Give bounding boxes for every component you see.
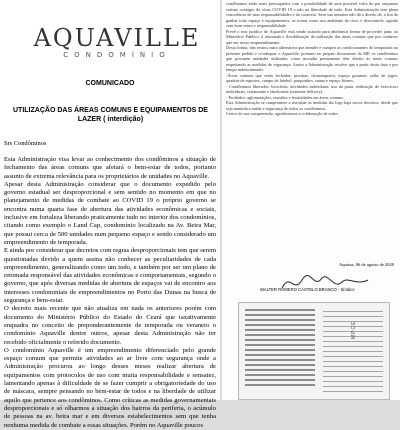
document-title: UTILIZAÇÃO DAS ÁREAS COMUNS E EQUIPAMENTOS DE LAZER ( interdição) <box>13 107 208 123</box>
condominium-logo <box>22 26 212 59</box>
prohibited-item: - Proibidos: aglomerações, reuniões e festividades em áreas comuns. <box>226 94 344 100</box>
paragraph: condôminos estão mais preocupados com a possibilidade de uma possível volta do por enquanto extinto contágio do vírus COVID 19 e não na liberdade de tudo. Esta Administração tem plena consciência de suas responsabilidades e do contexto. Sem sua sensatez não dá o direito de, a fim de ganhar todo espaço e equipamentos, se tornar como um ambiente de risco e descontrole, agindo com bom senso e responsabilidade. <box>226 1 398 28</box>
attachment-text-lines <box>245 309 315 391</box>
allowed-activities-item: - Condôminos liberados: bicicletas, atividades individuais, uso da praia, realização de exercícios individuais, restaurante e lanchonete (somente delivery). <box>226 83 398 94</box>
attachment-stamp: MPCE <box>351 320 357 339</box>
comunicado-heading: COMUNICADO <box>85 80 135 87</box>
salutation: Srs Condôminos <box>4 140 47 147</box>
paragraph: O decreto mais recente que não atualiza em nada os anteriores porém com documento do Ministério Público do Estado do Ceará que taxativamente enquadra no conceito de preponderantemente de temporada ou veraneio o condomínio Aquaville dentre outros, apesar desta Administração não ter recebido oficialmente o referido documento. <box>4 305 216 346</box>
paragraph: Esta Administração se compromete a reavaliar as medidas tão logo haja novos decretos, desde que seja mantida a saúde e segurança de todos os condôminos. <box>226 100 398 111</box>
closed-areas-item: -Áreas comuns que serão fechadas: piscinas, churrasqueira, espaço gourmet, salão de jogos, quadras de esportes, campo de futebol, parquinhos, sauna e espaço fitness. <box>226 72 398 83</box>
paragraph: O condomínio Aquaville é um empreendimento diferenciado pelo grande espaço comum que permite atividades ao ar livre com segurança onde a Administração procurou ao longo desses meses realizar abertura de equipamentos com protocolos de uso com muita responsabilidade e sensatez, lamentando apenas à dificuldade de se fazer cumprir a obrigatoriedade do uso de máscara, sempre pensando no bem-estar de todos e na liberdade de utilizar aquilo que pertence aos condôminos. Como críticas as medidas governamentais desproporcionais e só olharmos a situação dos bairros da periferia, o acúmulo de pessoas na av. beira mar e em diversos estabelecimentos sem que tenha nenhuma medida de combate a essas situações. Porém no Aquaville poucos <box>4 346 216 429</box>
logo-subtitle: CONDOMÍNIO <box>63 51 171 59</box>
paragraph: Esta Administração visa levar ao conhecimento dos condôminos a situação de fechamento das áreas comuns que afetará o bem-estar de todos, portanto assunto de extrema relevância para os proprietários de unidades no Aquaville. <box>4 156 216 180</box>
closing-line: Certos de sua compreensão, agradecemos a colaboração de todos. <box>226 111 339 116</box>
attached-document-photo <box>238 302 390 400</box>
paragraph: Apesar desta Administração considerar que o documento expedido pelo governo estadual ser desproporcional e sem sentido no momento em que no planejamento de medidas de combate ao COVID 19 o próprio governo se encontra numa quarta fase de abertura das atividades econômicas e sociais, inclusive em fortaleza liberando praticamente tudo no interior dos condomínios, citando como exemplo o Land Cap, condomínio localizado na Av. Beira Mar, que possui cerca de 500 unidades num pequeno espaço e sendo considerado um empreendimento de temporada. <box>4 180 216 246</box>
paragraph: E ainda por considerar que decretos com regras desproporcionais tem que serem questionadas devido a quem assina não conhecer as peculiaridades de cada empreendimento, generalizando como um todo, e também por ser um plano de retomada responsável das atividades econômicas e comportamentais, segundo o governo, que após diversas medidas de abertura de espaços vai de encontro aos interesses condominiais de empreendimentos no Porto das Dunas na busca de segurança e bem-estar. <box>4 247 216 305</box>
body-text <box>4 156 216 430</box>
continuation-text <box>226 1 398 117</box>
date-line: Aquiraz, 06 de agosto de 2020 <box>339 262 394 267</box>
paragraph: Desta forma, não restou outra alternativa que atender e cumprir as condicionantes de temporada no presente pedido e re-adequar o Aquaville, portanto no próprio documento do MP, os condôminos que possuem unidades utilizadas como moradia permanente têm direito às áreas comuns respeitando as medidas de segurança. Assim a Administração resolve que a partir desta data e por tempo indeterminado: <box>226 45 398 72</box>
logo-brand: AQUAVILLE <box>33 24 201 52</box>
paragraph: Prevê o teor jurídico do Aquaville está sendo acatado para abolirmos forma de proceder junto ao Ministério Público, à retomada e flexibilização de utilização das áreas comuns que por conhecer que em nosso empreendimento. <box>226 28 398 45</box>
continuation-page <box>222 0 400 400</box>
signer-name: WALTER ROMERO CASTELO BRANCO - Síndico <box>260 287 355 292</box>
